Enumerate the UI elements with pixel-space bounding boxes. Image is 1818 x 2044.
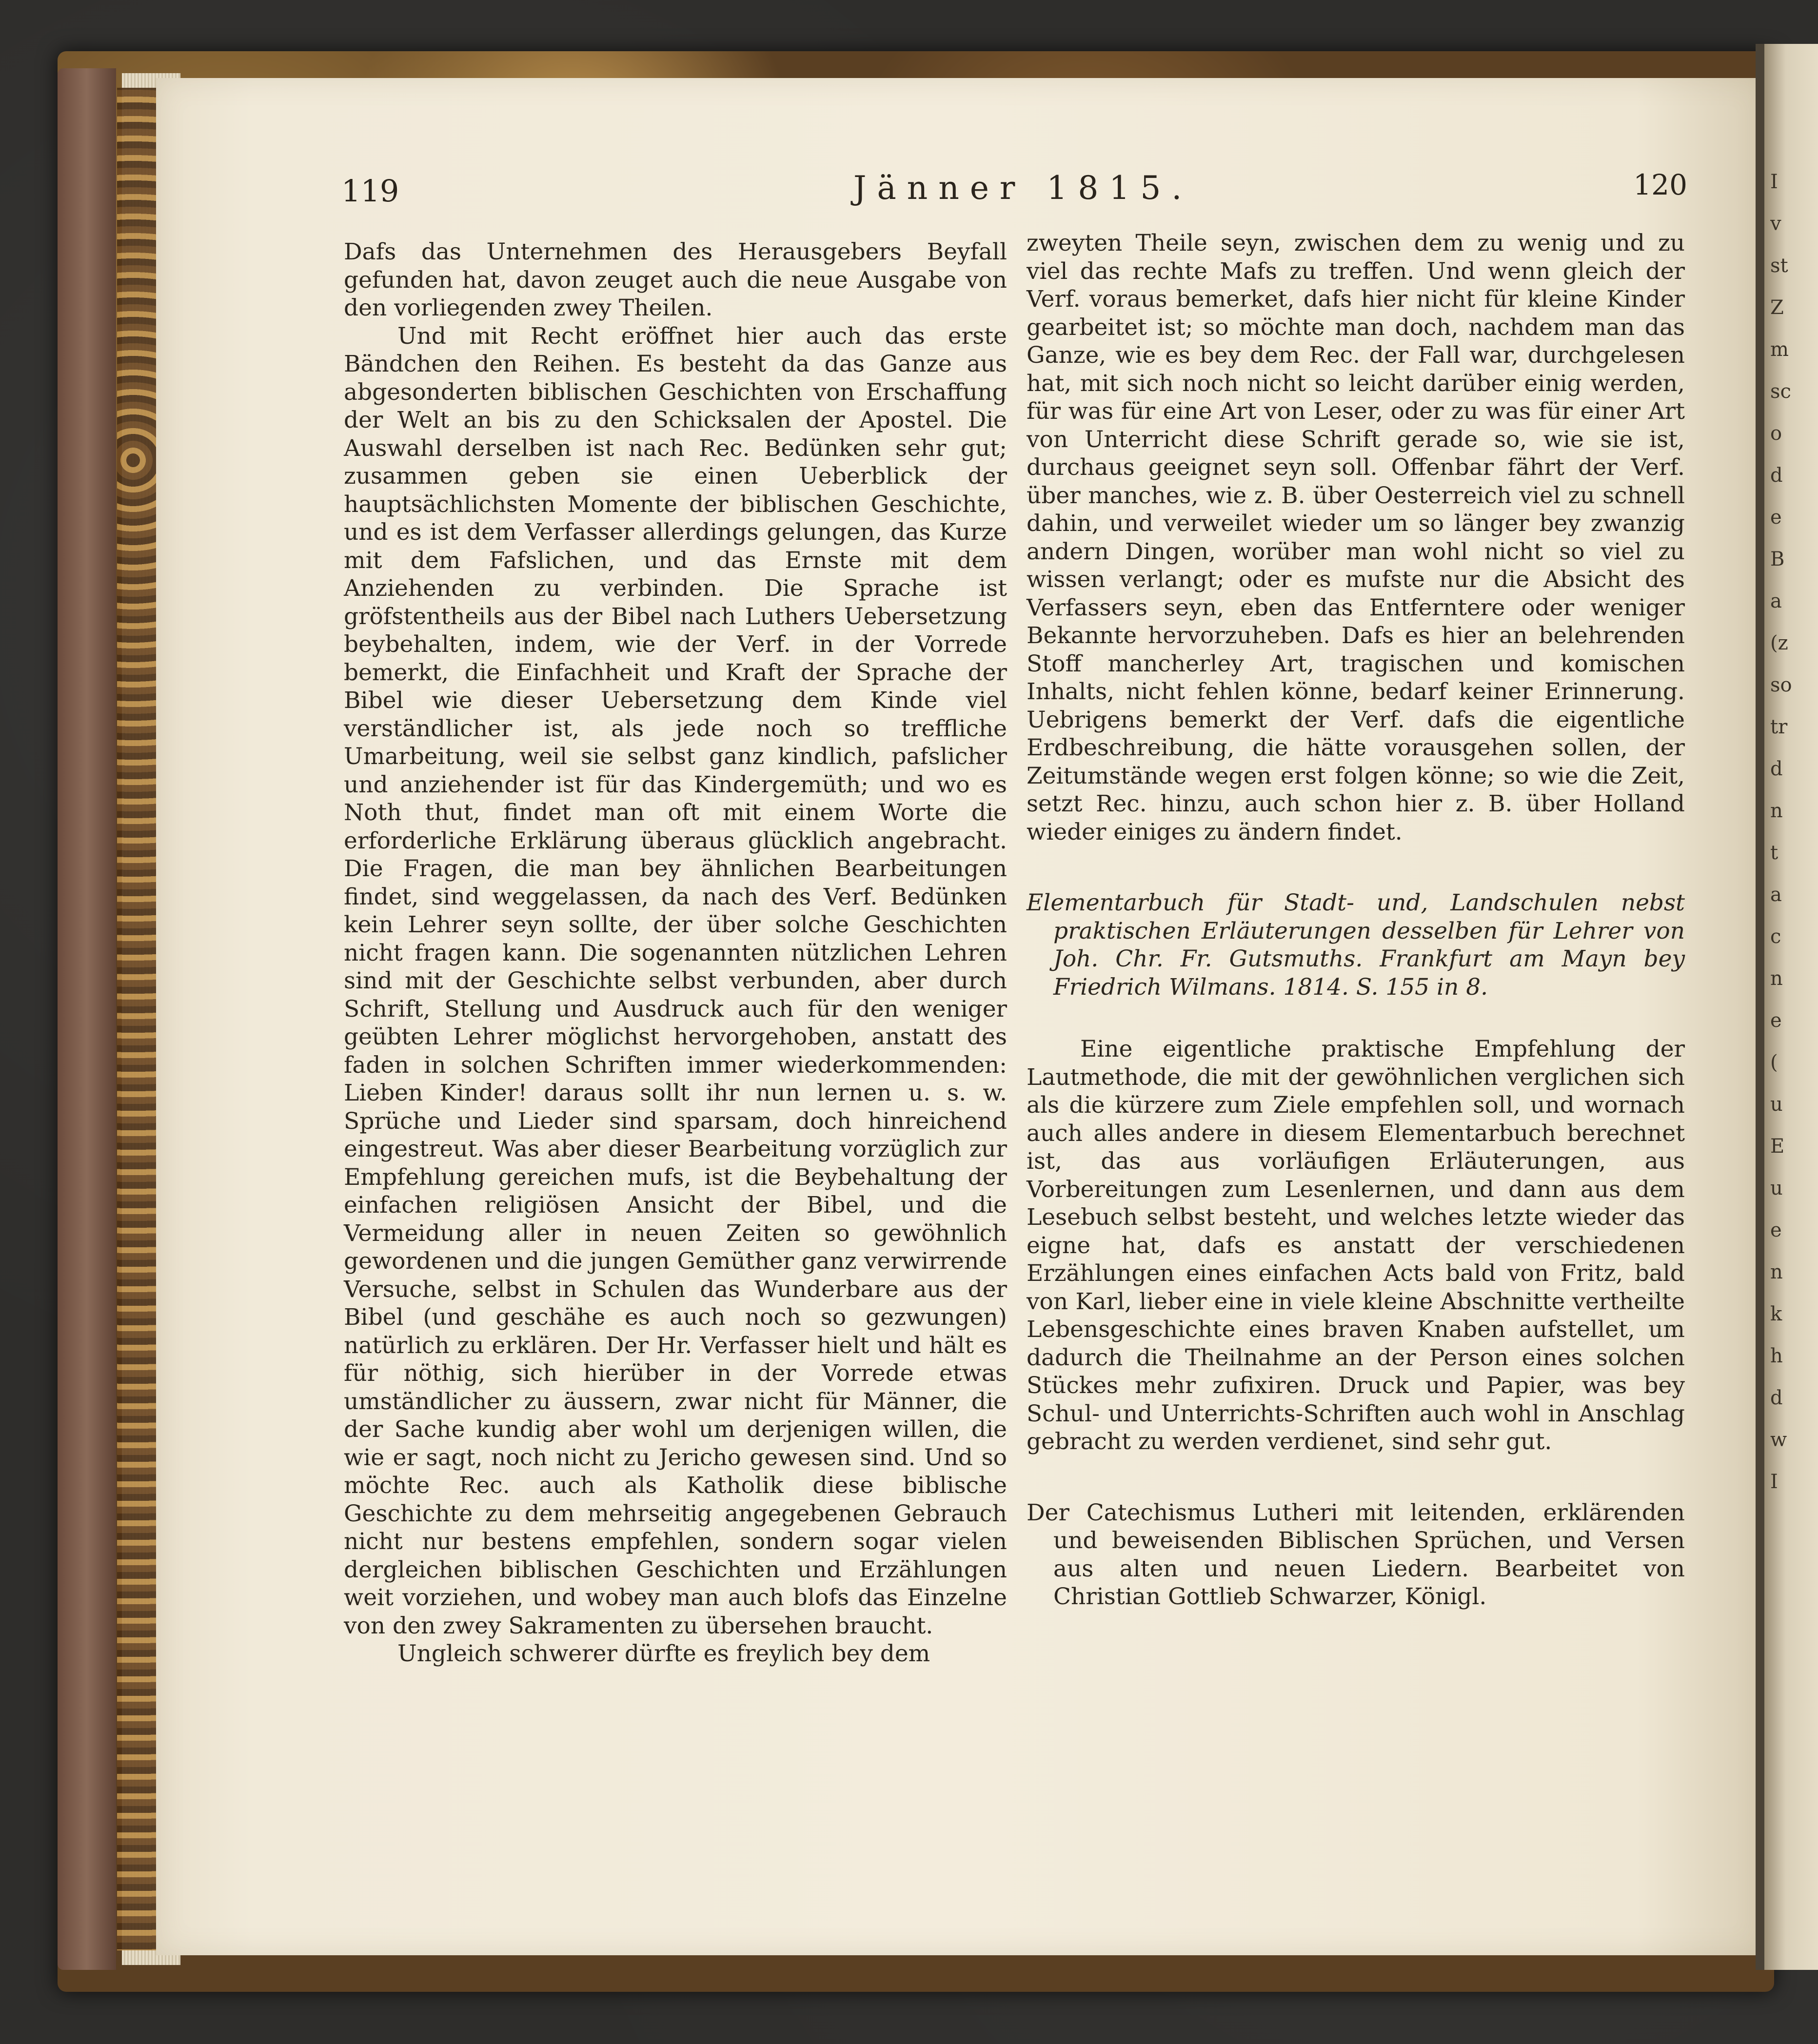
right-column <box>1027 229 1685 1611</box>
edge-fragment: n <box>1770 800 1783 822</box>
edge-fragment: h <box>1770 1345 1783 1367</box>
right-paragraph-1: zweyten Theile seyn, zwischen dem zu wenig und zu viel das rechte Mafs zu treffen. Und wenn gleich der Verf. voraus bemerket, dafs hier nicht für kleine Kinder gearbeitet ist; so möchte man doch, nachdem man das Ganze, wie es bey dem Rec. der Fall war, durchgelesen hat, mit sich noch nicht so leicht darüber einig werden, für was für eine Art von Leser, oder zu was für einer Art von Unterricht diese Schrift gerade so, wie sie ist, durchaus geeignet seyn soll. Offenbar fährt der Verf. über manches, wie z. B. über Oesterreich viel zu schnell dahin, und verweilet wieder um so länger bey zwanzig andern Dingen, worüber man wohl nicht so viel zu wissen verlangt; oder es mufste nur die Absicht des Verfassers seyn, eben das Entferntere oder weniger Bekannte hervorzuheben. Dafs es hier an belehrenden Stoff mancherley Art, tragischen und komischen Inhalts, nicht fehlen könne, bedarf keiner Erinnerung. Uebrigens bemerkt der Verf. dafs die eigentliche Erdbeschreibung, die hätte vorausgehen sollen, der Zeitumstände wegen erst folgen könne; so wie die Zeit, setzt Rec. hinzu, auch schon hier z. B. über Holland wieder einiges zu ändern findet. <box>1027 230 1685 845</box>
edge-fragment: n <box>1770 967 1783 990</box>
edge-fragment: so <box>1770 674 1792 696</box>
edge-fragment: ( <box>1770 1051 1778 1074</box>
book-entry-catechismus: Der Catechismus Lutheri mit leitenden, erklärenden und beweisenden Biblischen Sprüchen, und Versen aus alten und neuen Liedern. Bearbeitet von Christian Gottlieb Schwarzer, Königl. <box>1027 1499 1685 1610</box>
edge-fragment: o <box>1770 422 1782 445</box>
edge-fragment: n <box>1770 1261 1783 1283</box>
edge-fragment: d <box>1770 464 1783 487</box>
left-column <box>344 238 1007 1668</box>
edge-fragment: e <box>1770 1219 1782 1241</box>
edge-fragment: a <box>1770 590 1782 612</box>
left-paragraph-3: Ungleich schwerer dürfte es freylich bey dem <box>397 1640 930 1667</box>
edge-fragment: v <box>1770 213 1781 235</box>
edge-fragment: I <box>1770 171 1778 193</box>
edge-fragment: c <box>1770 925 1781 948</box>
edge-fragment: u <box>1770 1093 1783 1116</box>
edge-fragment: d <box>1770 1387 1783 1409</box>
edge-fragment: d <box>1770 758 1783 780</box>
page-number-right: 120 <box>1633 168 1687 201</box>
edge-fragment: I <box>1770 1471 1778 1493</box>
edge-fragment: e <box>1770 1009 1782 1032</box>
running-title: Jänner 1815. <box>853 169 1193 207</box>
edge-fragment: a <box>1770 884 1782 906</box>
edge-fragment: E <box>1770 1135 1785 1158</box>
edge-fragment: e <box>1770 506 1782 529</box>
edge-fragment: sc <box>1770 380 1791 403</box>
edge-fragment: B <box>1770 548 1785 570</box>
edge-fragment: u <box>1770 1177 1783 1199</box>
book-spine <box>58 68 116 1970</box>
next-page-edge-text <box>1770 161 1814 1819</box>
book-entry-elementarbuch: Elementarbuch für Stadt- und, Landschulen nebst praktischen Erläuterungen desselben für Lehrer von Joh. Chr. Fr. Gutsmuths. Frankfurt am Mayn bey Friedrich Wilmans. 1814. S. 155 in 8. <box>1027 889 1685 1001</box>
left-paragraph-2: Und mit Recht eröffnet hier auch das erste Bändchen den Reihen. Es besteht da das Ganze aus abgesonderten biblischen Geschichten von Erschaffung der Welt an bis zu den Schicksalen der Apostel. Die Auswahl derselben ist nach Rec. Bedünken sehr gut; zusammen geben sie einen Ueberblick der hauptsächlichsten Momente der biblischen Geschichte, und es ist dem Verfasser allerdings gelungen, das Kurze mit dem Fafslichen, und das Ernste mit dem Anziehenden zu verbinden. Die Sprache ist gröfstentheils aus der Bibel nach Luthers Uebersetzung beybehalten, indem, wie der Verf. in der Vorrede bemerkt, die Einfachheit und Kraft der Sprache der Bibel wie dieser Uebersetzung dem Kinde viel verständlicher ist, als jede noch so treffliche Umarbeitung, weil sie selbst ganz kindlich, pafslicher und anziehender ist für das Kindergemüth; und wo es Noth thut, findet man oft mit einem Worte die erforderliche Erklärung überaus glücklich angebracht. Die Fragen, die man bey ähnlichen Bearbeitungen findet, sind weggelassen, da nach des Verf. Bedünken kein Lehrer seyn sollte, der über solche Geschichten nicht fragen kann. Die sogenannten nützlichen Lehren sind mit der Geschichte selbst verbunden, aber durch Schrift, Stellung und Ausdruck auch für den weniger geübten Lehrer möglichst hervorgehoben, anstatt des faden in solchen Schriften immer wiederkommenden: Lieben Kinder! daraus sollt ihr nun lernen u. s. w. Sprüche und Lieder sind sparsam, doch hinreichend eingestreut. Was aber dieser Bearbeitung vorzüglich zur Empfehlung gereichen mufs, ist die Beybehaltung der einfachen religiösen Ansicht der Bibel, und die Vermeidung aller in neuen Zeiten so gewöhnlich gewordenen und die jungen Gemüther ganz verwirrende Versuche, selbst in Schulen das Wunderbare aus der Bibel (und geschähe es auch noch so gezwungen) natürlich zu erklären. Der Hr. Verfasser hielt und hält es für nöthig, sich hierüber in der Vorrede etwas umständlicher zu äussern, zwar nicht für Männer, die der Sache kundig aber wohl um derjenigen willen, die wie er sagt, noch nicht zu Jericho gewesen sind. Und so möchte Rec. auch als Katholik diese biblische Geschichte zu dem mehrseitig angegebenen Gebrauch nicht nur bestens empfehlen, sondern sogar vielen dergleichen biblischen Geschichten und Erzählungen weit vorziehen, und wobey man auch blofs das Einzelne von den zwey Sakramenten zu übersehen braucht. <box>344 322 1007 1639</box>
edge-fragment: Z <box>1770 296 1784 319</box>
edge-fragment: w <box>1770 1429 1787 1451</box>
edge-fragment: t <box>1770 842 1778 864</box>
edge-fragment: (z <box>1770 632 1788 654</box>
edge-fragment: k <box>1770 1303 1782 1325</box>
left-paragraph-1: Dafs das Unternehmen des Herausgebers Beyfall gefunden hat, davon zeuget auch die neue Ausgabe von den vorliegenden zwey Theilen. <box>344 238 1007 321</box>
page-header <box>341 168 1687 217</box>
right-paragraph-2: Eine eigentliche praktische Empfehlung der Lautmethode, die mit der gewöhnlichen verglichen sich als die kürzere zum Ziele empfehlen soll, und wornach auch alles andere in diesem Elementarbuch berechnet ist, das aus vorläufigen Erläuterungen, aus Vorbereitungen zum Lesenlernen, und dann aus dem Lesebuch selbst besteht, und welches letzte wieder das eigne hat, dafs es anstatt der verschiedenen Erzählungen eines einfachen Acts bald von Fritz, bald von Karl, lieber eine in viele kleine Abschnitte vertheilte Lebensgeschichte eines braven Knaben aufstellet, um dadurch die Theilnahme an der Person eines solchen Stückes mehr zufixiren. Druck und Papier, was bey Schul- und Unterrichts-Schriften auch wohl in Anschlag gebracht zu werden verdienet, sind sehr gut. <box>1027 1036 1685 1455</box>
edge-fragment: tr <box>1770 716 1788 738</box>
edge-fragment: m <box>1770 338 1789 361</box>
edge-fragment: st <box>1770 255 1788 277</box>
page-number-left: 119 <box>341 173 399 209</box>
